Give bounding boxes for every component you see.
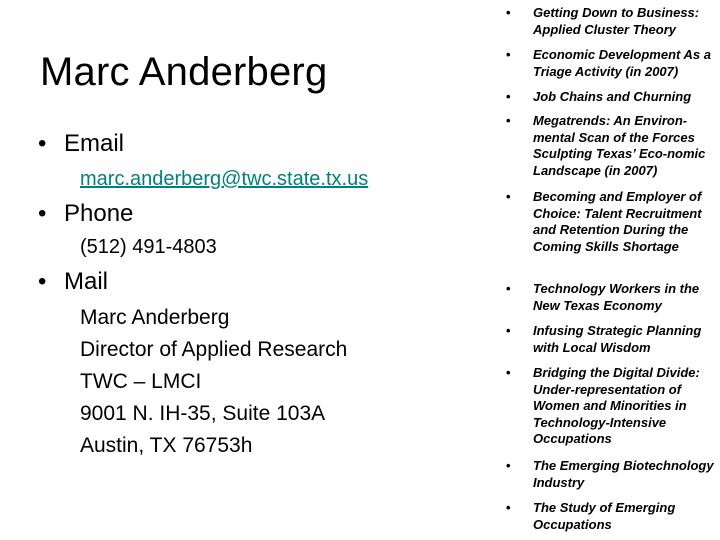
- mail-line: Director of Applied Research: [80, 338, 348, 361]
- bullet-icon: •: [506, 281, 511, 296]
- publication-title: Bridging the Digital Divide: Under-representation of Women and Minorities in Technology-Intensive Occupations: [533, 365, 700, 446]
- list-item: [506, 89, 720, 106]
- list-item: [506, 5, 720, 38]
- mail-line: 9001 N. IH-35, Suite 103A: [80, 402, 326, 425]
- mail-label: Mail: [64, 268, 109, 295]
- list-item: [506, 500, 720, 533]
- bullet-icon: •: [506, 5, 511, 20]
- bullet-icon: •: [506, 89, 511, 104]
- bullet-icon: •: [506, 323, 511, 338]
- list-item: [506, 47, 720, 80]
- list-item: [506, 458, 720, 491]
- page-title: Marc Anderberg: [40, 50, 328, 94]
- publication-title: Economic Development As a Triage Activity (in 2007): [533, 47, 711, 79]
- publication-title: Becoming and Employer of Choice: Talent Recruitment and Retention During the Coming Skills Shortage: [533, 189, 702, 254]
- email-link[interactable]: marc.anderberg@twc.state.tx.us: [80, 168, 369, 190]
- list-item: [506, 189, 720, 255]
- bullet-icon: •: [506, 189, 511, 204]
- list-item: [506, 113, 720, 179]
- list-item: [506, 281, 720, 314]
- publication-title: The Study of Emerging Occupations: [533, 500, 676, 532]
- publication-title: Technology Workers in the New Texas Economy: [533, 281, 700, 313]
- mail-line: Marc Anderberg: [80, 306, 230, 329]
- bullet-icon: •: [38, 268, 47, 295]
- list-item: [506, 323, 720, 356]
- publication-title: Job Chains and Churning: [533, 89, 692, 104]
- publication-title: Megatrends: An Environ-mental Scan of the Forces Sculpting Texas’ Eco-nomic Landscape (in 2007): [533, 113, 706, 178]
- bullet-icon: •: [506, 113, 511, 128]
- email-label: Email: [64, 130, 125, 157]
- email-value[interactable]: [80, 168, 368, 191]
- mail-section-heading: [38, 268, 108, 296]
- list-item: [506, 365, 720, 448]
- bullet-icon: •: [506, 458, 511, 473]
- phone-section-heading: [38, 200, 133, 228]
- publication-title: Infusing Strategic Planning with Local Wisdom: [533, 323, 702, 355]
- bullet-icon: •: [506, 365, 511, 380]
- publication-title: Getting Down to Business: Applied Cluster Theory: [533, 5, 700, 37]
- bullet-icon: •: [506, 500, 511, 515]
- mail-line: Austin, TX 76753h: [80, 434, 253, 457]
- publication-title: The Emerging Biotechnology Industry: [533, 458, 714, 490]
- email-section-heading: [38, 130, 124, 158]
- mail-line: TWC – LMCI: [80, 370, 202, 393]
- bullet-icon: •: [38, 200, 47, 227]
- mail-address: [80, 302, 347, 462]
- phone-value: (512) 491-4803: [80, 236, 217, 258]
- phone-label: Phone: [64, 200, 134, 227]
- bullet-icon: •: [38, 130, 47, 157]
- bullet-icon: •: [506, 47, 511, 62]
